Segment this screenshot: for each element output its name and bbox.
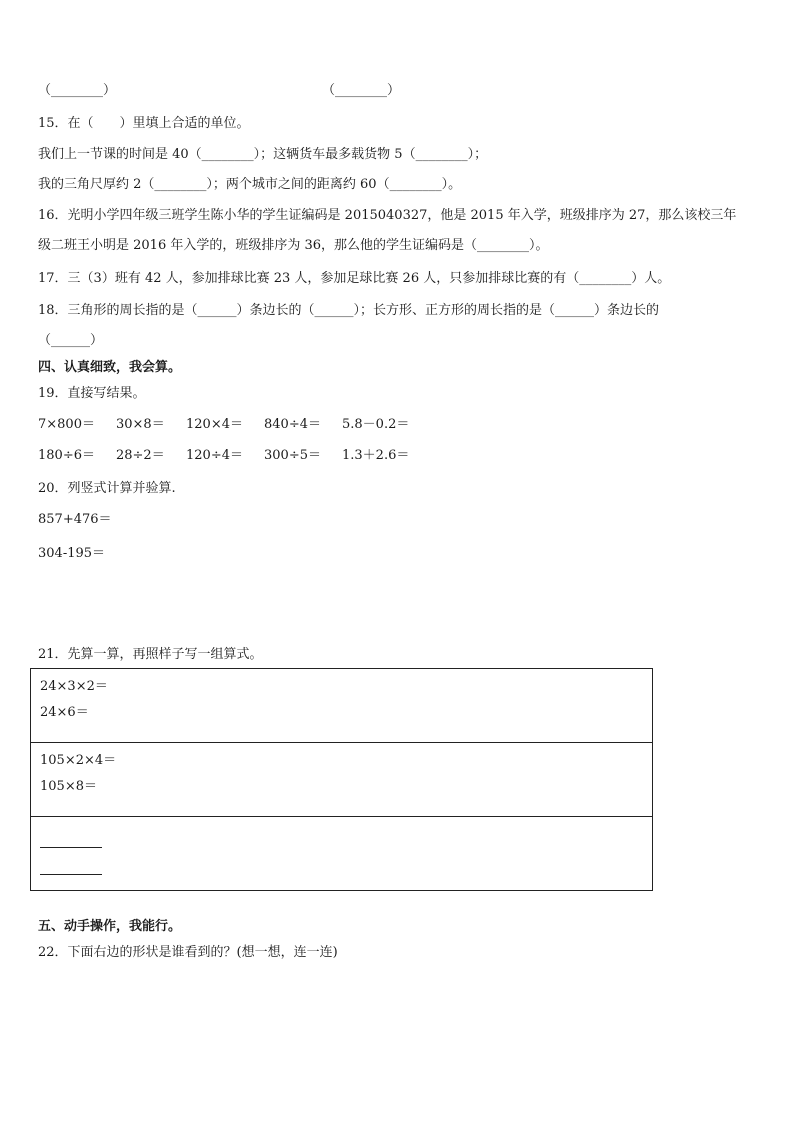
q19-item: 30×8＝: [116, 417, 165, 432]
q18-line1: 18．三角形的周长指的是（______）条边长的（______）；长方形、正方形的周长指的是（______）条边长的: [38, 303, 660, 318]
q19-item: 120÷4＝: [186, 448, 243, 463]
q15-title: 15．在（ ）里填上合适的单位。: [38, 116, 250, 131]
answer-blank-line[interactable]: [40, 835, 102, 848]
section5-heading: 五、动手操作，我能行。: [38, 919, 182, 934]
q16-line2: 级二班王小明是 2016 年入学的，班级排序为 36，那么他的学生证编码是（________）。: [38, 238, 549, 253]
q18-line2: （______）: [38, 333, 104, 348]
answer-blank-line[interactable]: [40, 862, 102, 875]
q15-line2: 我的三角尺厚约 2（________）；两个城市之间的距离约 60（________）。: [38, 177, 462, 192]
q21-table: [30, 668, 653, 891]
q19-item: 7×800＝: [38, 417, 95, 432]
table-cell: [31, 669, 653, 743]
q19-item: 5.8－0.2＝: [342, 417, 410, 432]
q19-item: 840÷4＝: [264, 417, 321, 432]
q19-item: 28÷2＝: [116, 448, 165, 463]
q16-line1: 16．光明小学四年级三班学生陈小华的学生证编码是 2015040327，他是 2015 年入学，班级排序为 27，那么该校三年: [38, 208, 737, 223]
q20-item: 857+476＝: [38, 512, 112, 527]
q19-item: 120×4＝: [186, 417, 243, 432]
q17: 17．三（3）班有 42 人，参加排球比赛 23 人，参加足球比赛 26 人，只参加排球比赛的有（________）人。: [38, 271, 671, 286]
q21-expr: 105×8＝: [40, 779, 97, 794]
table-row: [31, 743, 653, 817]
table-row: [31, 669, 653, 743]
q21-expr: 24×6＝: [40, 705, 89, 720]
table-cell: [31, 743, 653, 817]
table-row: [31, 817, 653, 891]
q21-title: 21．先算一算，再照样子写一组算式。: [38, 647, 263, 662]
section4-heading: 四、认真细致，我会算。: [38, 360, 182, 375]
q20-title: 20．列竖式计算并验算.: [38, 481, 176, 496]
q19-title: 19．直接写结果。: [38, 386, 146, 401]
top-blank-left: （________）: [38, 83, 117, 98]
table-cell: [31, 817, 653, 891]
q20-item: 304-195＝: [38, 546, 106, 561]
top-blank-right: （________）: [322, 83, 401, 98]
q21-expr: 105×2×4＝: [40, 753, 117, 768]
q19-item: 1.3＋2.6＝: [342, 448, 410, 463]
q15-line1: 我们上一节课的时间是 40（________）；这辆货车最多载货物 5（________）；: [38, 147, 488, 162]
q19-item: 180÷6＝: [38, 448, 95, 463]
q19-item: 300÷5＝: [264, 448, 321, 463]
q22: 22．下面右边的形状是谁看到的？(想一想，连一连): [38, 945, 338, 960]
q21-expr: 24×3×2＝: [40, 679, 108, 694]
